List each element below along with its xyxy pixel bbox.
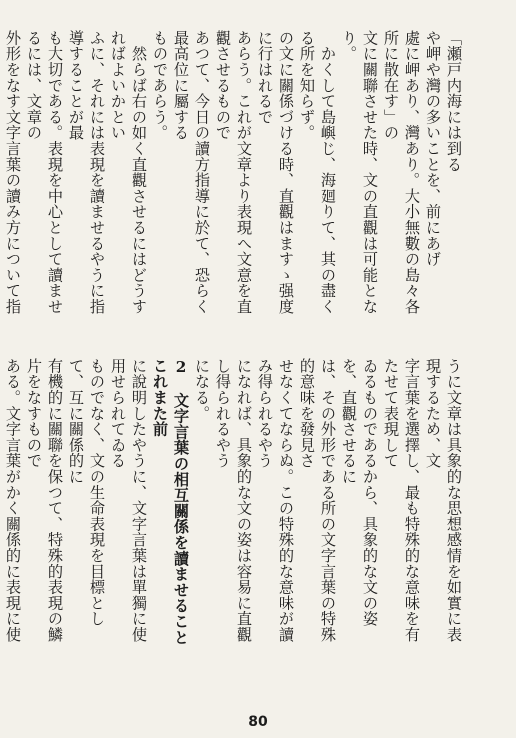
lower-text-block xyxy=(4,358,464,662)
page-number: 80 xyxy=(248,714,268,730)
text-column: かくして島嶼じ、海廻りて、其の盡くる所を知らず。 xyxy=(298,30,337,315)
text-column: ものであらう。 xyxy=(151,30,169,141)
text-column: ふに、それには表現を讀ませるやうに指導することが最 xyxy=(67,30,106,315)
text-column: ものでなく、文の生命表現を目標として、互に關係的に xyxy=(67,358,106,627)
text-column: 處に岬あり、灣あり。大小無數の島々各所に散在す」の xyxy=(382,30,421,315)
upper-text-block xyxy=(4,30,464,330)
quote-fragment: 「瀬戸内海には到る xyxy=(445,30,463,173)
text-column: も大切である。表現を中心として讀ませるには、文章の xyxy=(25,30,64,315)
text-column: は、その外形である所の文字言葉の特殊的意味を發見さ xyxy=(298,358,337,643)
text-column: ある。文字言葉がかく關係的に表現に使 xyxy=(4,358,22,643)
text-column: うに文章は具象的な思想感情を如實に表現するため、文 xyxy=(424,358,463,643)
text-column: せなくてならぬ。この特殊的な意味が讀み得られるやう xyxy=(256,358,295,643)
text-column: あつて、今日の讀方指導に於て、恐らく最高位に屬する xyxy=(172,30,211,315)
text-column: や岬や灣の多いことを、前にあげ xyxy=(424,30,442,267)
text-column: になる。 xyxy=(193,358,211,422)
text-column: 然らば右の如く直觀させるにはどうすればよいかとい xyxy=(109,30,148,315)
text-column: ゐるものであるから、具象的な文の姿を、直觀させるに xyxy=(340,358,379,627)
text-column: 外形をなす文字言葉の讀み方について指 xyxy=(4,30,22,315)
section-heading-line: 2 文字言葉の相互關係を讀ませること これまた前 xyxy=(151,358,190,662)
text-column: になれば、具象的な文の姿は容易に直觀し得られるやう xyxy=(214,358,253,643)
text-column: に說明したやうに、文字言葉は單獨に使用せられてゐる xyxy=(109,358,148,643)
text-column: の文に關係づける時、直觀はますゝ强度に行はれるで xyxy=(256,30,295,315)
text-column: あらう。これが文章より表現へ文意を直觀させるもので xyxy=(214,30,253,315)
text-column: 字言葉を選擇し、最も特殊的な意味を有たせて表現して xyxy=(382,358,421,643)
text-column: 文に關聯させた時、文の直觀は可能となり。 xyxy=(340,30,379,315)
text-column: 有機的に關聯を保つて、特殊的表現の鱗片をなすもので xyxy=(25,358,64,643)
